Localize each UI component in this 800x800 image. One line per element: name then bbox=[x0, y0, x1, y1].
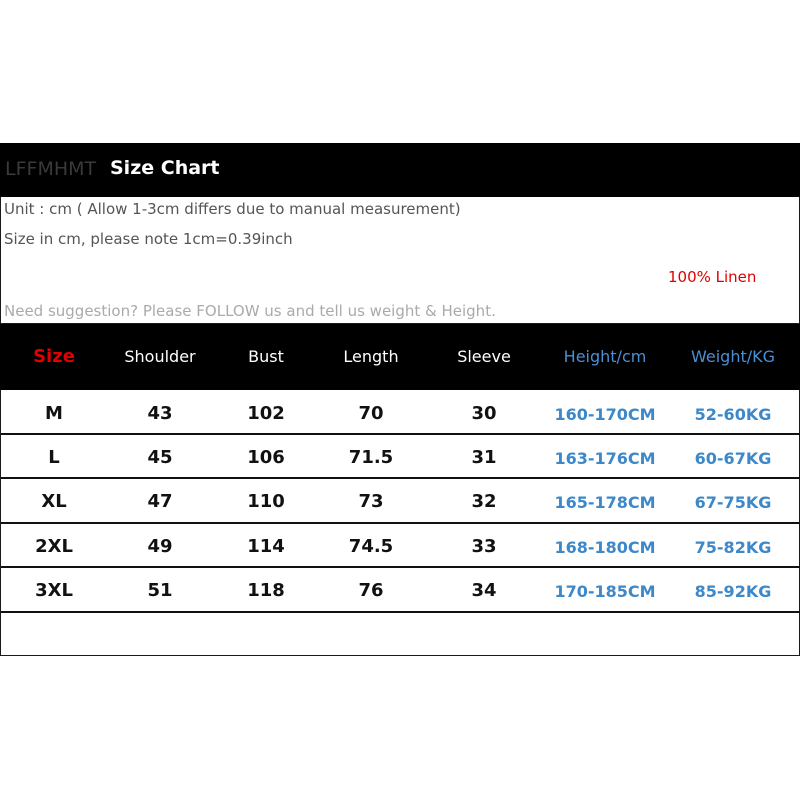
cell-weight: 60-67KG bbox=[694, 449, 772, 468]
cell-size: XL bbox=[41, 491, 67, 512]
cell-length: 73 bbox=[358, 491, 384, 512]
table-body bbox=[0, 390, 800, 656]
cell-bust: 114 bbox=[247, 536, 285, 557]
chart-title: Size Chart bbox=[110, 157, 220, 179]
unit-note: Unit : cm ( Allow 1-3cm differs due to manual measurement) bbox=[4, 200, 461, 218]
cell-weight: 52-60KG bbox=[694, 405, 772, 424]
cell-sleeve: 31 bbox=[471, 447, 497, 468]
row-divider bbox=[1, 522, 800, 524]
column-header-height: Height/cm bbox=[563, 347, 647, 366]
cell-bust: 102 bbox=[247, 403, 285, 424]
cell-shoulder: 45 bbox=[147, 447, 173, 468]
column-header-shoulder: Shoulder bbox=[124, 347, 196, 366]
size-chart bbox=[0, 143, 800, 657]
brand-name: LFFMHMT bbox=[5, 158, 97, 180]
cell-weight: 85-92KG bbox=[694, 582, 772, 601]
suggestion-note: Need suggestion? Please FOLLOW us and tell us weight & Height. bbox=[4, 302, 496, 320]
cell-sleeve: 33 bbox=[471, 536, 497, 557]
row-divider bbox=[1, 566, 800, 568]
column-header-weight: Weight/KG bbox=[690, 347, 776, 366]
column-header-size: Size bbox=[33, 346, 75, 367]
cell-size: L bbox=[48, 447, 60, 468]
table-header-row bbox=[0, 324, 800, 390]
cell-shoulder: 51 bbox=[147, 580, 173, 601]
row-divider bbox=[1, 611, 800, 613]
row-divider bbox=[1, 433, 800, 435]
cell-height: 160-170CM bbox=[554, 405, 656, 424]
cell-sleeve: 34 bbox=[471, 580, 497, 601]
cell-weight: 67-75KG bbox=[694, 493, 772, 512]
cell-length: 71.5 bbox=[348, 447, 394, 468]
column-header-length: Length bbox=[343, 347, 399, 366]
cell-bust: 118 bbox=[247, 580, 285, 601]
cell-length: 70 bbox=[358, 403, 384, 424]
cell-size: M bbox=[45, 403, 63, 424]
conversion-note: Size in cm, please note 1cm=0.39inch bbox=[4, 230, 293, 248]
cell-size: 3XL bbox=[35, 580, 73, 601]
cell-height: 163-176CM bbox=[554, 449, 656, 468]
cell-sleeve: 32 bbox=[471, 491, 497, 512]
cell-shoulder: 43 bbox=[147, 403, 173, 424]
material-label: 100% Linen bbox=[668, 268, 757, 286]
cell-bust: 110 bbox=[247, 491, 285, 512]
cell-height: 168-180CM bbox=[554, 538, 656, 557]
cell-bust: 106 bbox=[247, 447, 285, 468]
cell-height: 170-185CM bbox=[554, 582, 656, 601]
cell-sleeve: 30 bbox=[471, 403, 497, 424]
cell-shoulder: 49 bbox=[147, 536, 173, 557]
column-header-sleeve: Sleeve bbox=[457, 347, 511, 366]
cell-shoulder: 47 bbox=[147, 491, 173, 512]
cell-height: 165-178CM bbox=[554, 493, 656, 512]
cell-size: 2XL bbox=[35, 536, 73, 557]
cell-weight: 75-82KG bbox=[694, 538, 772, 557]
column-header-bust: Bust bbox=[248, 347, 284, 366]
row-divider bbox=[1, 477, 800, 479]
cell-length: 76 bbox=[358, 580, 384, 601]
cell-length: 74.5 bbox=[348, 536, 394, 557]
